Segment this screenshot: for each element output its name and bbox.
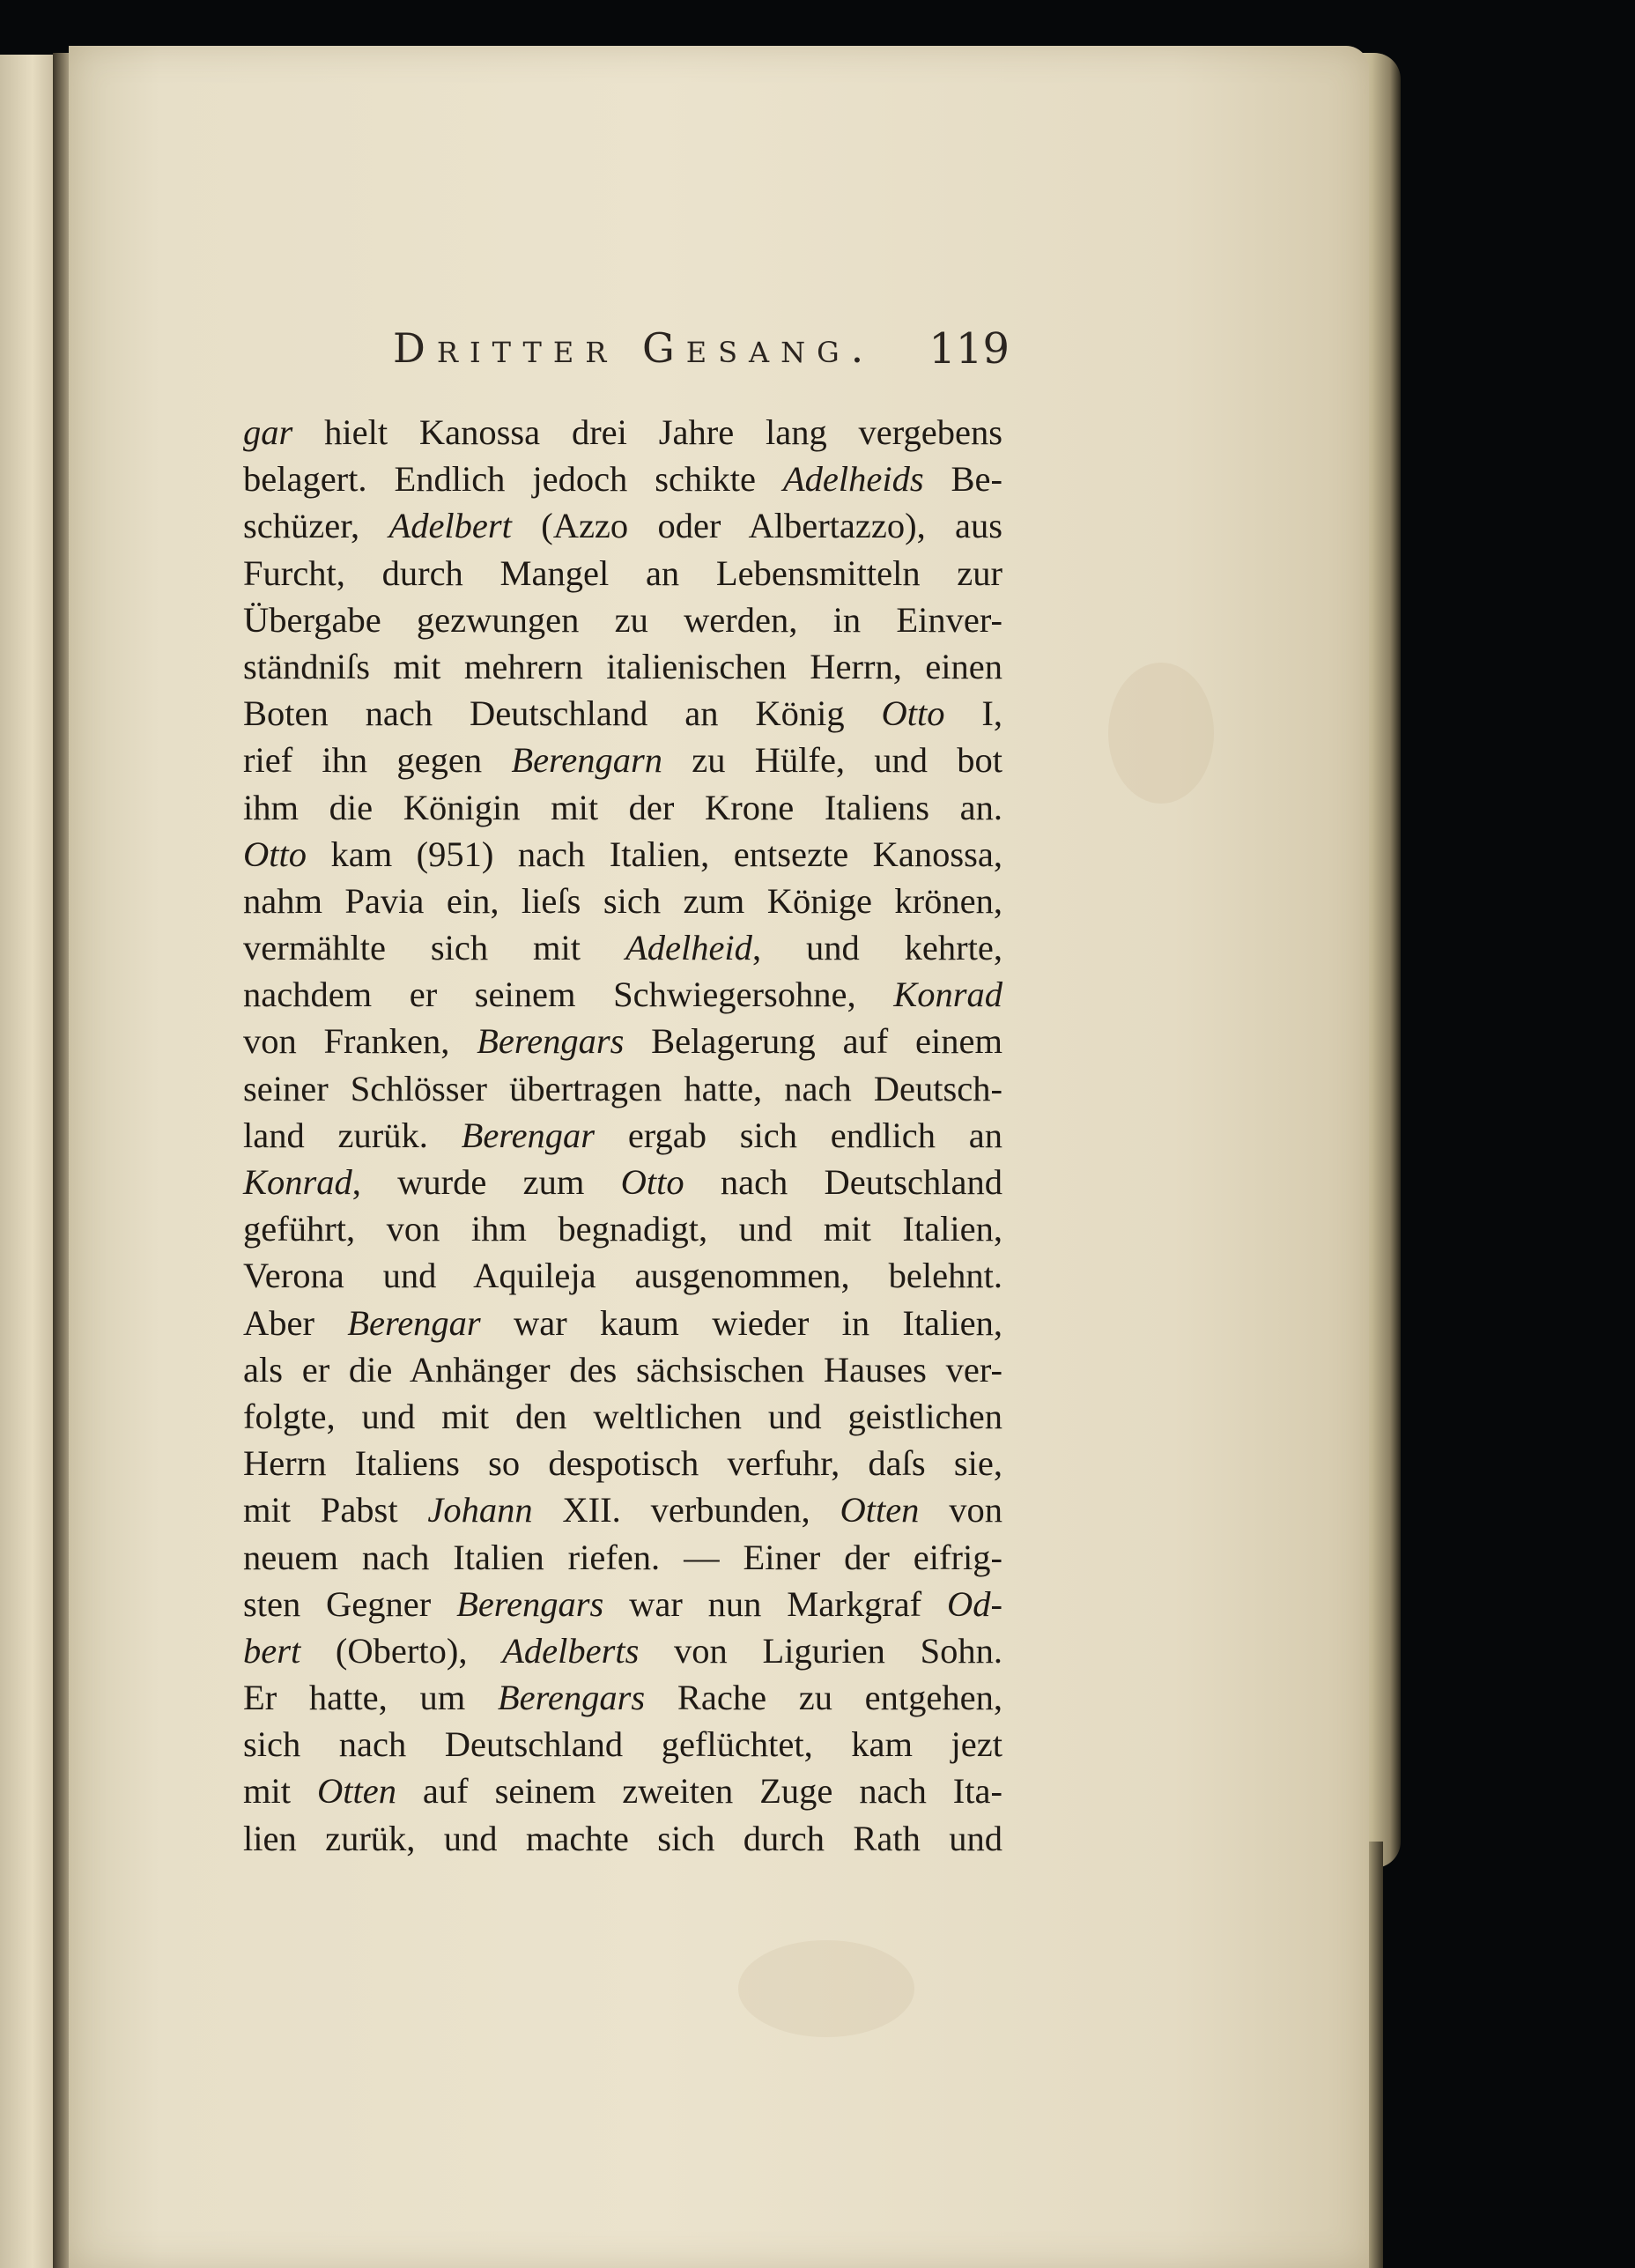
- text-segment: (Azzo oder Albertazzo), aus: [511, 506, 1002, 546]
- text-line: [243, 1018, 1002, 1064]
- text-segment: Boten nach Deutschland an König: [243, 693, 882, 734]
- italic-name: Otto: [243, 834, 307, 874]
- italic-name: Otten: [840, 1490, 920, 1531]
- text-segment: mit Pabst: [243, 1490, 428, 1531]
- text-segment: von Franken,: [243, 1021, 477, 1062]
- text-segment: kam (951) nach Italien, entsezte Kanossa,: [307, 834, 1002, 874]
- text-line: [243, 502, 1002, 549]
- text-segment: war kaum wieder in Italien,: [480, 1302, 1002, 1343]
- text-line: [243, 1721, 1002, 1768]
- text-segment: Er hatte, um: [243, 1678, 498, 1718]
- text-segment: Be-: [923, 459, 1002, 500]
- text-line: [243, 1393, 1002, 1440]
- text-segment: nach Deutschland: [684, 1162, 1002, 1202]
- italic-name: Otto: [620, 1162, 684, 1202]
- text-segment: ihm die Königin mit der Krone Italiens an.: [243, 787, 1002, 827]
- text-segment: Übergabe gezwungen zu werden, in Einver-: [243, 599, 1002, 640]
- text-segment: lien zurük, und machte sich durch Rath und: [243, 1818, 1002, 1858]
- italic-name: Od-: [947, 1583, 1002, 1624]
- book-page: [69, 46, 1369, 2268]
- text-line: [243, 784, 1002, 831]
- text-line: [243, 1346, 1002, 1393]
- italic-name: Otto: [881, 693, 945, 734]
- text-segment: von: [919, 1490, 1002, 1531]
- text-segment: nachdem er seinem Schwiegersohne,: [243, 975, 894, 1015]
- text-segment: Herrn Italiens so despotisch verfuhr, daſs sie,: [243, 1443, 1002, 1484]
- italic-name: Berengar: [461, 1115, 596, 1155]
- italic-name: Berengars: [497, 1678, 646, 1718]
- italic-name: Otten: [316, 1771, 396, 1812]
- running-head-title: Dritter Gesang.: [393, 324, 876, 372]
- text-line: [243, 1581, 1002, 1627]
- text-segment: belagert. Endlich jedoch schikte: [243, 459, 783, 500]
- italic-name: Konrad: [893, 975, 1002, 1015]
- text-line: [243, 597, 1002, 643]
- italic-name: gar: [243, 412, 293, 452]
- text-segment: sten Gegner: [243, 1583, 457, 1624]
- text-line: [243, 1440, 1002, 1486]
- text-segment: XII. verbunden,: [532, 1490, 840, 1531]
- text-line: [243, 1300, 1002, 1346]
- text-segment: Aber: [243, 1302, 348, 1343]
- text-line: [243, 690, 1002, 737]
- text-segment: , wurde zum: [351, 1162, 621, 1202]
- text-line: [243, 1205, 1002, 1252]
- text-segment: zu Hülfe, und bot: [662, 740, 1002, 781]
- text-line: [243, 1159, 1002, 1205]
- text-line: [243, 1627, 1002, 1674]
- text-segment: ständniſs mit mehrern italienischen Herrn, einen: [243, 646, 1002, 686]
- text-line: [243, 971, 1002, 1018]
- text-segment: folgte, und mit den weltlichen und geistlichen: [243, 1396, 1002, 1436]
- text-segment: ergab sich endlich an: [595, 1115, 1002, 1155]
- text-line: [243, 409, 1002, 456]
- italic-name: Adelbert: [388, 506, 512, 546]
- italic-name: Adelberts: [502, 1630, 640, 1671]
- text-line: [243, 550, 1002, 597]
- text-segment: (Oberto),: [300, 1630, 503, 1671]
- text-segment: auf seinem zweiten Zuge nach Ita-: [396, 1771, 1002, 1812]
- italic-name: Johann: [427, 1490, 533, 1531]
- text-segment: Rache zu entgehen,: [645, 1678, 1002, 1718]
- text-line: [243, 878, 1002, 924]
- text-line: [243, 737, 1002, 783]
- text-segment: Verona und Aquileja ausgenommen, belehnt.: [243, 1256, 1002, 1296]
- italic-name: Berengar: [347, 1302, 481, 1343]
- text-segment: mit: [243, 1771, 317, 1812]
- text-segment: war nun Markgraf: [603, 1583, 947, 1624]
- text-line: [243, 643, 1002, 690]
- text-segment: I,: [944, 693, 1002, 734]
- text-segment: land zurük.: [243, 1115, 462, 1155]
- italic-name: Berengars: [456, 1583, 604, 1624]
- paper-stain: [1108, 663, 1214, 804]
- text-segment: rief ihn gegen: [243, 740, 512, 781]
- text-line: [243, 1112, 1002, 1159]
- text-segment: vermählte sich mit: [243, 928, 625, 968]
- text-segment: von Ligurien Sohn.: [639, 1630, 1002, 1671]
- text-line: [243, 831, 1002, 878]
- text-line: [243, 1674, 1002, 1721]
- text-line: [243, 1486, 1002, 1533]
- text-segment: Furcht, durch Mangel an Lebensmitteln zur: [243, 552, 1002, 593]
- text-segment: Belagerung auf einem: [624, 1021, 1002, 1062]
- text-line: [243, 1065, 1002, 1112]
- text-line: [243, 924, 1002, 971]
- italic-name: Adelheids: [782, 459, 924, 500]
- italic-name: Adelheid: [625, 928, 752, 968]
- text-line: [243, 456, 1002, 502]
- text-segment: , und kehrte,: [751, 928, 1002, 968]
- text-segment: nahm Pavia ein, lieſs sich zum Könige krönen,: [243, 880, 1002, 921]
- text-segment: geführt, von ihm begnadigt, und mit Italien,: [243, 1209, 1002, 1249]
- body-text: [243, 409, 1002, 1862]
- text-segment: neuem nach Italien riefen. — Einer der eifrig-: [243, 1537, 1002, 1577]
- running-head: [393, 317, 1010, 388]
- text-segment: hielt Kanossa drei Jahre lang vergebens: [292, 412, 1002, 452]
- text-line: [243, 1768, 1002, 1814]
- italic-name: bert: [243, 1630, 301, 1671]
- text-line: [243, 1252, 1002, 1299]
- italic-name: Konrad: [243, 1162, 352, 1202]
- text-segment: schüzer,: [243, 506, 389, 546]
- text-segment: seiner Schlösser übertragen hatte, nach Deutsch-: [243, 1068, 1002, 1108]
- text-segment: als er die Anhänger des sächsischen Hauses ver-: [243, 1349, 1002, 1390]
- paper-stain: [738, 1940, 914, 2037]
- italic-name: Berengars: [477, 1021, 625, 1062]
- text-line: [243, 1815, 1002, 1862]
- text-segment: sich nach Deutschland geflüchtet, kam jezt: [243, 1724, 1002, 1765]
- italic-name: Berengarn: [511, 740, 663, 781]
- page-number: 119: [928, 324, 1010, 374]
- text-line: [243, 1534, 1002, 1581]
